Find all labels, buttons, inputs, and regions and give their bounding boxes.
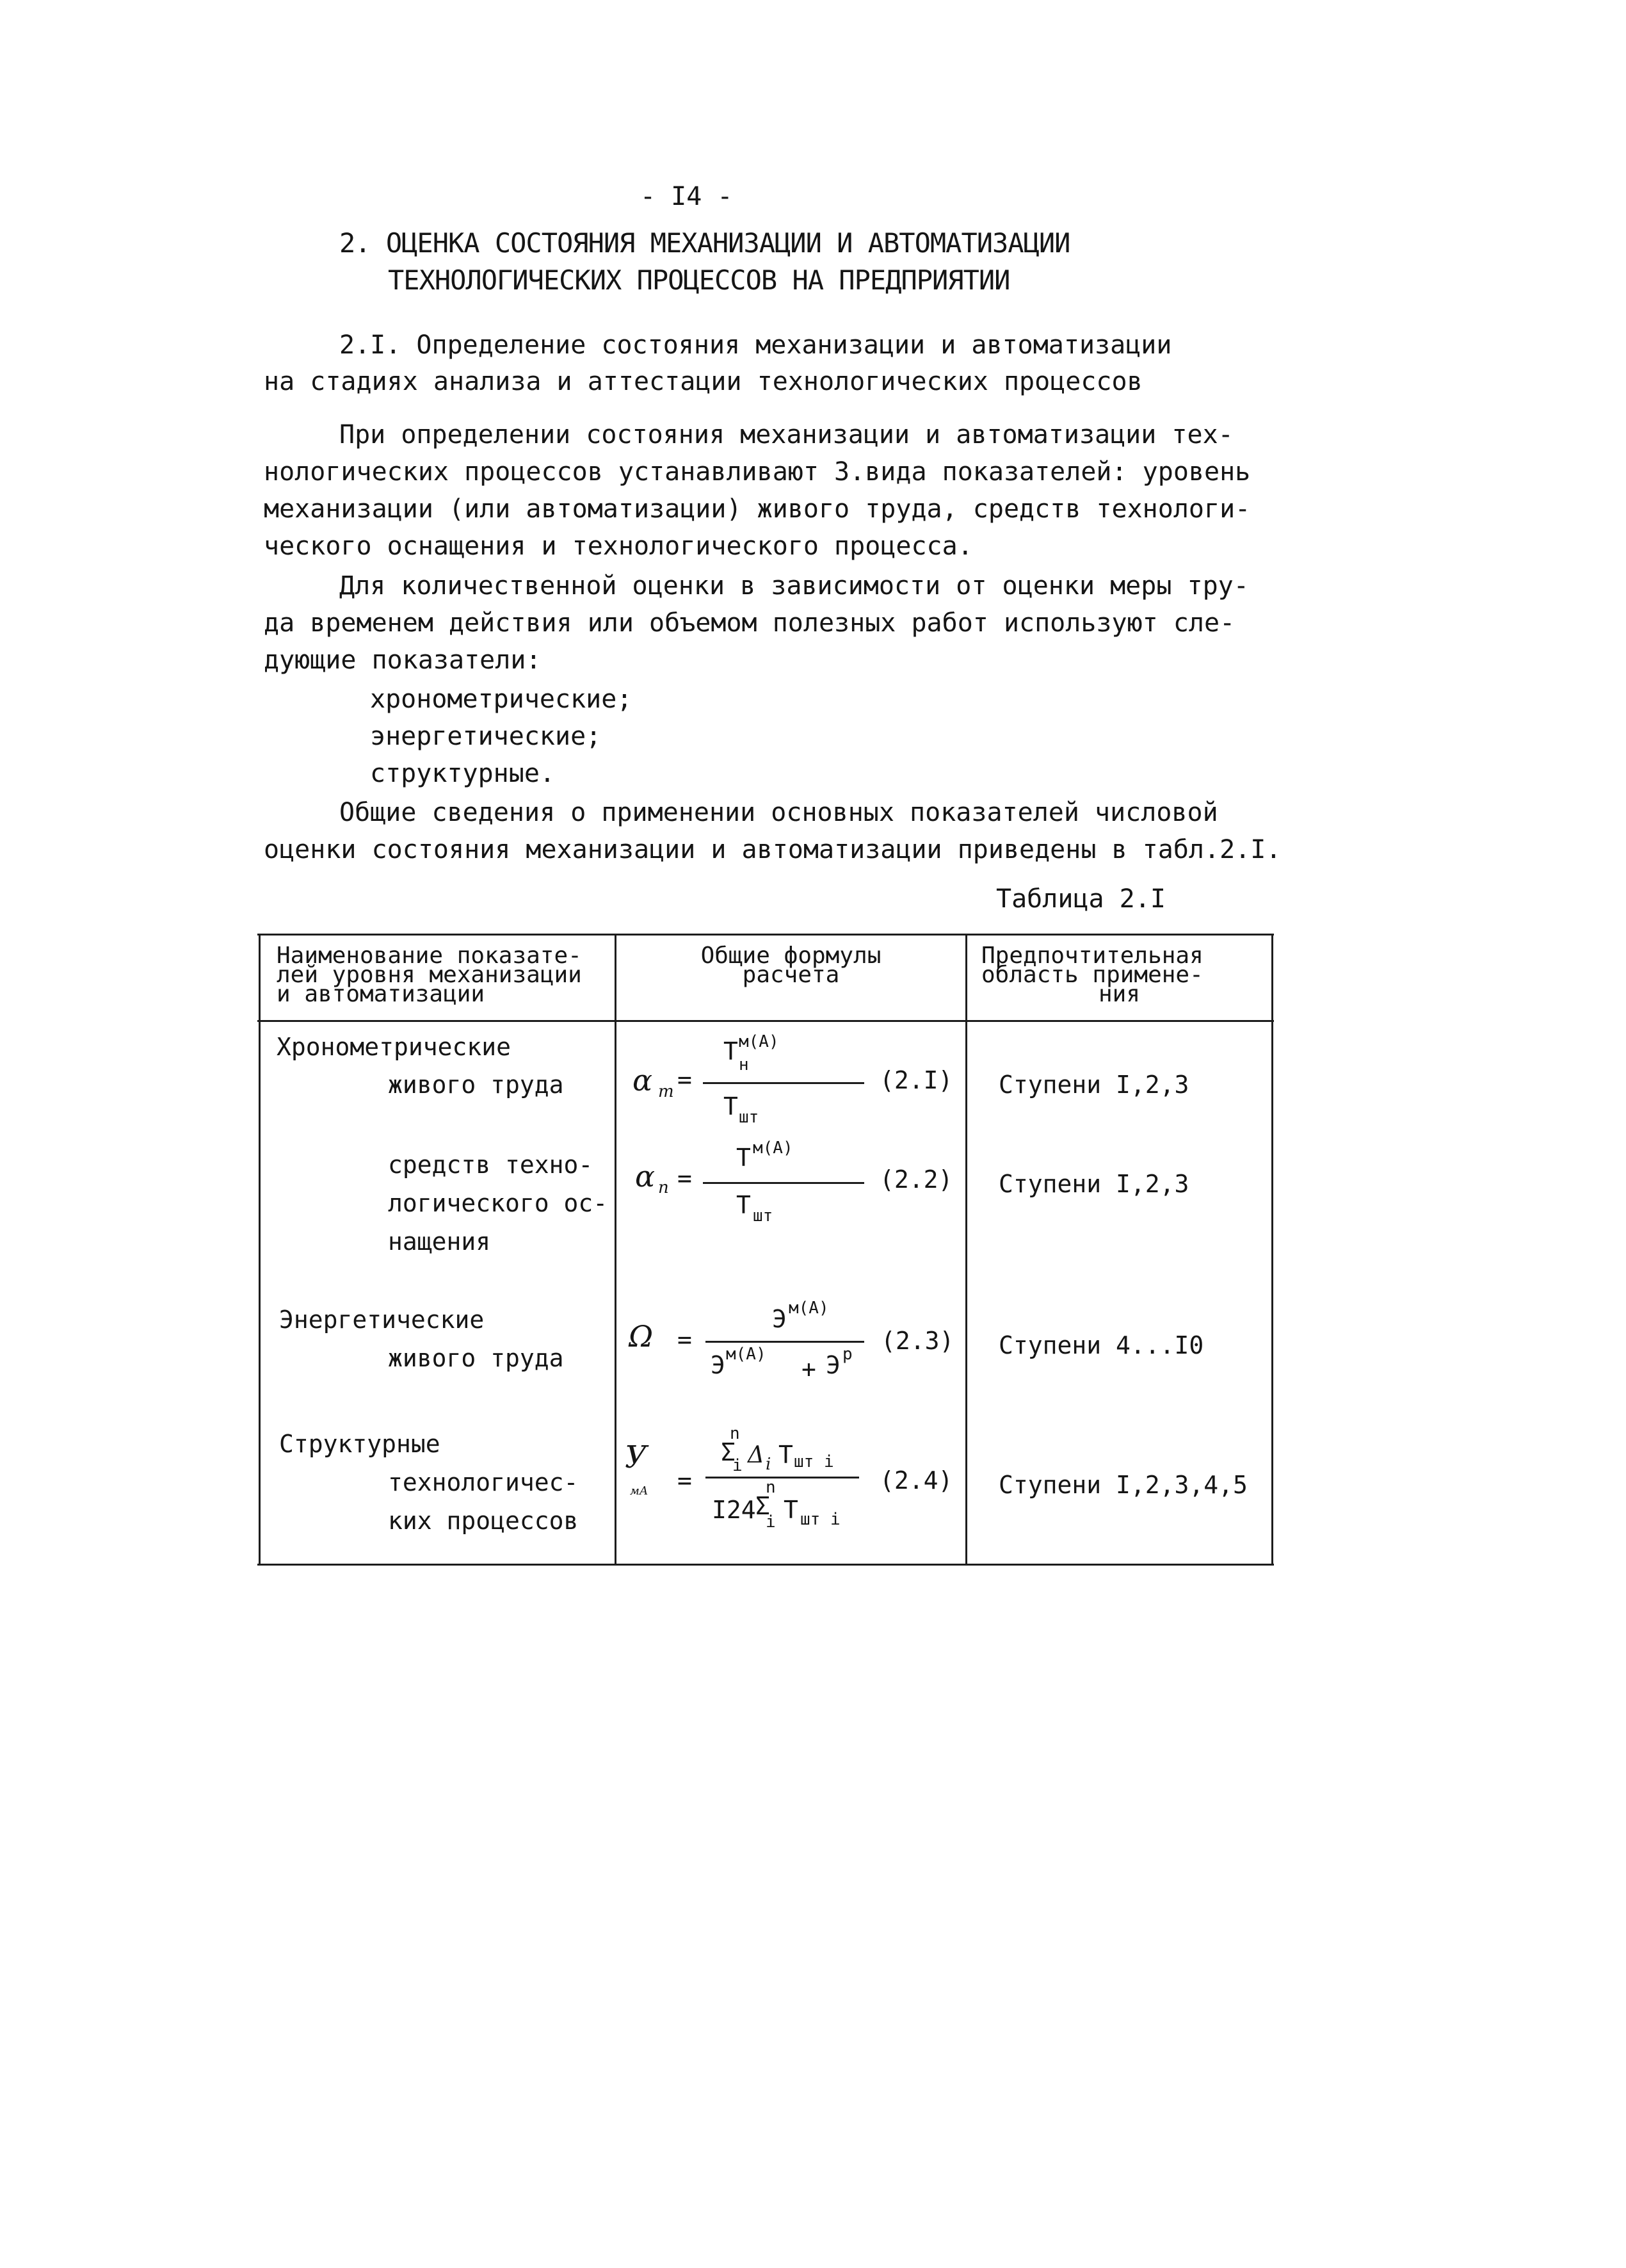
row-name-line: средств техно- — [388, 1151, 593, 1179]
denominator: Т — [736, 1191, 751, 1219]
numerator-t: Т — [778, 1441, 793, 1469]
sum-sign: Σ — [755, 1492, 770, 1520]
header-col1-line: Наименование показате- — [277, 943, 582, 969]
numerator-superscript: м(А) — [739, 1032, 779, 1051]
table-caption: Таблица 2.I — [996, 884, 1166, 914]
row-name-line: Хронометрические — [277, 1033, 511, 1061]
document-page: - I4 - 2. ОЦЕНКА СОСТОЯНИЯ МЕХАНИЗАЦИИ И АВТОМАТИЗАЦИИ ТЕХНОЛОГИЧЕСКИХ ПРОЦЕССОВ НА ПРЕДПРИЯТИИ 2.I. Определение состояния механизации и автоматизации на стадиях анализа и аттестации технологических процессов При определении состояния механизации и автоматизации тех- нологических процессов устанавливают 3.вида показателей: уровень механизации (или автоматизации) живого труда, средств технологи- ческого оснащения и технологического процесса. Для количественной оценки в зависимости от оценки меры тру- да временем действия или объемом полезных работ используют сле- дующие показатели: хронометрические; энергетические; структурные. Общие сведения о применении основных показателей числовой оценки состояния механизации и автоматизации приведены в табл.2.I. Таблица 2.I Наименование показате- лей уровня механизации и автоматизации Общие формулы расчета Предпочтительная область примене- ния Хронометрические живого труда α т = Т м(А) н Т шт (2.I) Ступени I,2,3 средств техно- логического ос- нащения α п = Т м(А) Т шт (2.2) Ступени I,2,3 Энергетические живого труда Ω = Э м(А) Э м(А) + Э р (2.3) Ступени 4...I0 Структурные технологичес- ких процессов У мА = n Σ i Δ i Т шт i n I24 Σ i Т шт i (2.4) Ступени I,2,3,4,5 — [0, 0, 1626, 2268]
paragraph3-line: оценки состояния механизации и автоматизации приведены в табл.2.I. — [264, 835, 1282, 864]
numerator: Т — [736, 1144, 751, 1172]
delta-subscript: i — [766, 1455, 771, 1474]
equation-number: (2.2) — [880, 1165, 953, 1194]
row-name-line: Структурные — [279, 1430, 440, 1458]
equation-number: (2.I) — [880, 1066, 953, 1094]
numerator-t-subscript: шт i — [794, 1452, 834, 1471]
denominator-a-superscript: м(А) — [726, 1345, 766, 1364]
symbol-subscript: мА — [630, 1484, 648, 1498]
sum-sign: Σ — [721, 1438, 736, 1466]
list-item: структурные. — [370, 759, 555, 788]
denominator-subscript: шт — [739, 1108, 759, 1127]
scope: Ступени I,2,3 — [999, 1071, 1189, 1099]
symbol: α — [632, 1063, 653, 1098]
paragraph1-line: При определении состояния механизации и автоматизации тех- — [339, 420, 1234, 450]
header-col3-line: ния — [1098, 981, 1141, 1007]
list-item: энергетические; — [370, 722, 602, 751]
paragraph1-line: ческого оснащения и технологического процесса. — [264, 531, 973, 561]
paragraph3-line: Общие сведения о применении основных показателей числовой — [339, 798, 1218, 827]
header-col2-line: Общие формулы — [700, 943, 881, 969]
scope: Ступени I,2,3 — [999, 1170, 1189, 1198]
sum-top: n — [766, 1478, 776, 1497]
subsection-title-line2: на стадиях анализа и аттестации технологических процессов — [264, 367, 1143, 396]
page-number: - I4 - — [640, 182, 733, 211]
denominator-subscript: шт — [753, 1206, 773, 1226]
symbol: Ω — [629, 1319, 654, 1354]
sum-bottom: i — [766, 1512, 776, 1532]
numerator-subscript: н — [739, 1055, 749, 1074]
paragraph2-line: дующие показатели: — [264, 645, 542, 675]
header-col1-line: лей уровня механизации — [277, 962, 582, 988]
row-name-line: Энергетические — [279, 1306, 485, 1334]
numerator: Э — [772, 1305, 787, 1333]
header-col3-line: область примене- — [981, 962, 1203, 988]
symbol-subscript: т — [658, 1082, 674, 1101]
header-col2-line: расчета — [742, 962, 840, 988]
equation-number: (2.3) — [881, 1327, 954, 1355]
list-item: хронометрические; — [370, 684, 632, 714]
header-col1-line: и автоматизации — [277, 981, 485, 1007]
delta: Δ — [748, 1442, 764, 1468]
symbol-subscript: п — [658, 1178, 669, 1197]
symbol: α — [635, 1159, 656, 1194]
paragraph2-line: да временем действия или объемом полезных работ используют сле- — [264, 608, 1236, 638]
denominator-t: Т — [784, 1496, 798, 1524]
numerator: Т — [723, 1037, 738, 1065]
paragraph1-line: механизации (или автоматизации) живого труда, средств технологи- — [264, 494, 1251, 524]
scope: Ступени I,2,3,4,5 — [999, 1471, 1248, 1499]
paragraph1-line: нологических процессов устанавливают 3.вида показателей: уровень — [264, 457, 1251, 487]
row-name-line: нащения — [388, 1227, 491, 1256]
plus-sign: + — [801, 1355, 816, 1383]
subsection-title-line1: 2.I. Определение состояния механизации и автоматизации — [339, 330, 1172, 360]
row-name-line: логического ос- — [388, 1189, 608, 1217]
row-name-line: ких процессов — [388, 1507, 579, 1535]
scope: Ступени 4...I0 — [999, 1331, 1204, 1359]
denominator-b: Э — [826, 1351, 841, 1379]
numerator-superscript: м(А) — [789, 1299, 829, 1318]
denominator-coefficient: I24 — [712, 1496, 756, 1524]
denominator-b-superscript: р — [842, 1345, 853, 1364]
row-name-line: живого труда — [388, 1071, 564, 1099]
header-col3-line: Предпочтительная — [981, 943, 1203, 969]
denominator-t-subscript: шт i — [800, 1510, 841, 1529]
denominator-a: Э — [711, 1351, 725, 1379]
paragraph2-line: Для количественной оценки в зависимости от оценки меры тру- — [339, 571, 1249, 601]
numerator-superscript: м(А) — [753, 1138, 793, 1158]
denominator: Т — [723, 1092, 738, 1121]
row-name-line: живого труда — [388, 1344, 564, 1372]
row-name-line: технологичес- — [388, 1468, 579, 1496]
sum-top: n — [730, 1424, 740, 1443]
equation-number: (2.4) — [880, 1466, 953, 1494]
section-heading-line1: 2. ОЦЕНКА СОСТОЯНИЯ МЕХАНИЗАЦИИ И АВТОМАТИЗАЦИИ — [339, 227, 1070, 259]
sum-bottom: i — [732, 1456, 743, 1475]
section-heading-line2: ТЕХНОЛОГИЧЕСКИХ ПРОЦЕССОВ НА ПРЕДПРИЯТИИ — [388, 264, 1010, 296]
symbol: У — [625, 1439, 647, 1475]
